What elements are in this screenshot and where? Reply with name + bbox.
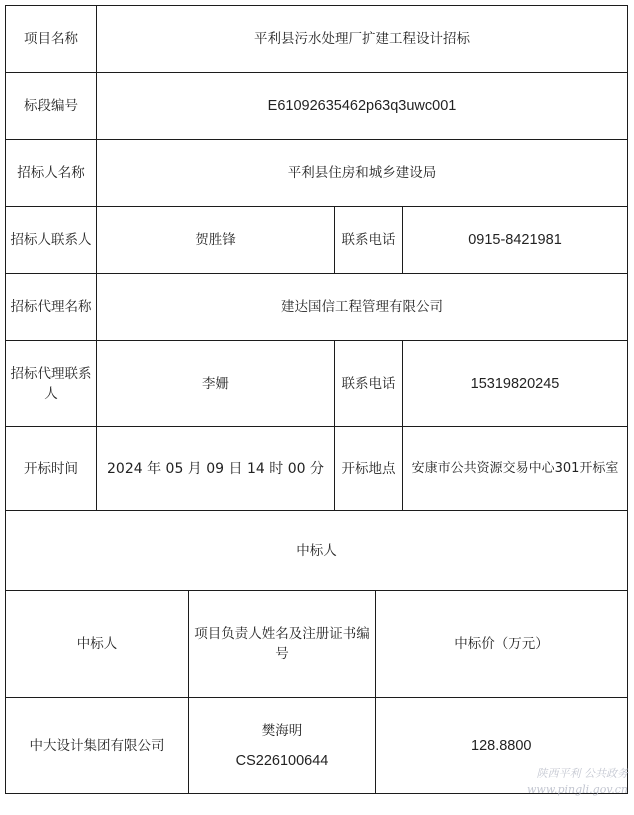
opening-time-value: 2024 年 05 月 09 日 14 时 00 分: [107, 460, 324, 477]
opening-place-value: 安康市公共资源交易中心301开标室: [411, 460, 619, 476]
tenderer-contact-label: 招标人联系人: [10, 232, 92, 248]
winner-header-price: 中标价（万元）: [454, 636, 549, 652]
winner-manager-cell: [189, 698, 375, 793]
tenderer-phone-label: 联系电话: [341, 232, 396, 248]
winner-header-manager: 项目负责人姓名及注册证书编号: [194, 626, 370, 662]
winner-cert-number: CS226100644: [235, 752, 329, 769]
winner-manager-name: 樊海明: [261, 722, 303, 739]
agency-phone-label: 联系电话: [341, 375, 396, 392]
tenderer-value: 平利县住房和城乡建设局: [287, 165, 437, 181]
project-name-value: 平利县污水处理厂扩建工程设计招标: [254, 31, 470, 47]
opening-time-label: 开标时间: [24, 460, 78, 477]
agency-contact-label: 招标代理联系人: [10, 365, 92, 402]
winner-header-company: 中标人: [76, 636, 118, 652]
agency-value: 建达国信工程管理有限公司: [281, 299, 443, 315]
tenderer-phone-value: 0915-8421981: [468, 232, 562, 248]
tenderer-label: 招标人名称: [17, 165, 85, 181]
agency-phone-value: 15319820245: [470, 375, 560, 392]
section-code-value: E61092635462p63q3uwc001: [267, 98, 457, 114]
opening-place-label: 开标地点: [341, 460, 396, 477]
winner-section-title: 中标人: [296, 542, 337, 559]
section-code-label: 标段编号: [24, 98, 78, 114]
site-watermark: [468, 766, 628, 798]
watermark-line1: 陕西平利 公共政务: [536, 767, 628, 780]
tenderer-contact-name: 贺胜锋: [195, 232, 236, 248]
winner-company: 中大设计集团有限公司: [29, 737, 165, 754]
project-name-label: 项目名称: [24, 31, 78, 47]
agency-contact-name: 李姗: [202, 375, 229, 392]
agency-label: 招标代理名称: [10, 299, 92, 315]
watermark-line2: www.pingli.gov.cn: [527, 783, 628, 796]
winner-price: 128.8800: [471, 737, 532, 754]
